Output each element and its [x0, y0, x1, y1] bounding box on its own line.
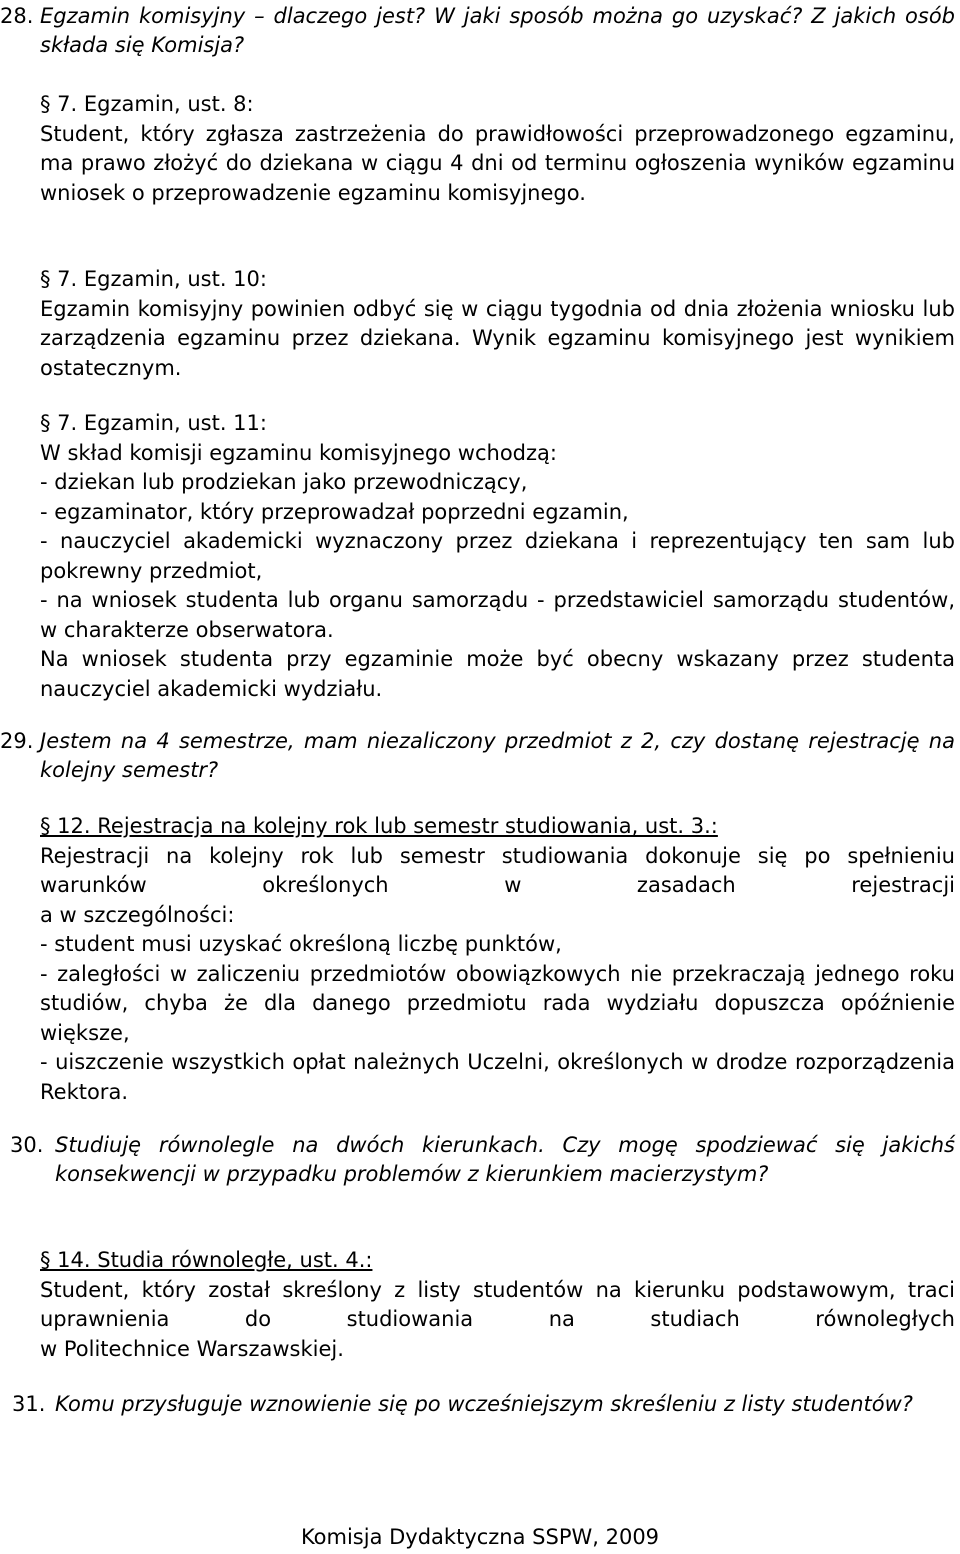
regulation-reference: § 7. Egzamin, ust. 8:	[40, 92, 254, 116]
question-30	[0, 1131, 955, 1189]
regulation-reference: § 12. Rejestracja na kolejny rok lub semestr studiowania, ust. 3.:	[40, 814, 718, 838]
regulation-excerpt	[40, 409, 955, 704]
question-number: 29.	[0, 729, 34, 753]
regulation-paragraph: Rejestracji na kolejny rok lub semestr studiowania dokonuje się po spełnieniu warunków określonych w zasadach rejestracji	[40, 843, 955, 897]
question-number: 30.	[10, 1133, 44, 1157]
question-text: Egzamin komisyjny – dlaczego jest? W jaki sposób można go uzyskać? Z jakich osób składa się Komisja?	[40, 4, 955, 57]
question-number: 31.	[12, 1392, 46, 1416]
regulation-excerpt	[40, 812, 955, 1107]
regulation-paragraph: Na wniosek studenta przy egzaminie może być obecny wskazany przez studenta nauczyciel akademicki wydziału.	[40, 647, 955, 701]
question-31	[0, 1390, 955, 1419]
question-text: Jestem na 4 semestrze, mam niezaliczony przedmiot z 2, czy dostanę rejestrację na kolejny semestr?	[40, 729, 955, 782]
list-item: - nauczyciel akademicki wyznaczony przez dziekana i reprezentujący ten sam lub pokrewny przedmiot,	[40, 529, 955, 583]
list-item: - zaległości w zaliczeniu przedmiotów obowiązkowych nie przekraczają jednego roku studiów, chyba że dla danego przedmiotu rada wydziału dopuszcza opóźnienie większe,	[40, 961, 955, 1045]
regulation-paragraph: Egzamin komisyjny powinien odbyć się w ciągu tygodnia od dnia złożenia wniosku lub zarządzenia egzaminu przez dziekana. Wynik egzaminu komisyjnego jest wynikiem ostatecznym.	[40, 296, 955, 380]
question-text: Komu przysługuje wznowienie się po wcześniejszym skreśleniu z listy studentów?	[55, 1392, 913, 1416]
regulation-paragraph: Student, który zgłasza zastrzeżenia do prawidłowości przeprowadzonego egzaminu, ma prawo złożyć do dziekana w ciągu 4 dni od terminu ogłoszenia wyników egzaminu wniosek o przeprowadzenie egzaminu komisyjnego.	[40, 121, 955, 205]
list-item: - student musi uzyskać określoną liczbę punktów,	[40, 932, 562, 956]
regulation-reference: § 14. Studia równoległe, ust. 4.:	[40, 1248, 373, 1272]
question-28	[0, 2, 955, 60]
regulation-paragraph: W skład komisji egzaminu komisyjnego wchodzą:	[40, 440, 557, 465]
regulation-paragraph: Student, który został skreślony z listy studentów na kierunku podstawowym, traci uprawnienia do studiowania na studiach równoległych	[40, 1277, 955, 1331]
regulation-paragraph: a w szczególności:	[40, 902, 235, 927]
regulation-reference: § 7. Egzamin, ust. 11:	[40, 411, 267, 435]
list-item: - uiszczenie wszystkich opłat należnych Uczelni, określonych w drodze rozporządzenia Rektora.	[40, 1050, 955, 1104]
question-text: Studiuję równolegle na dwóch kierunkach. Czy mogę spodziewać się jakichś konsekwencji w przypadku problemów z kierunkiem macierzystym?	[55, 1133, 955, 1186]
regulation-reference: § 7. Egzamin, ust. 10:	[40, 267, 267, 291]
regulation-excerpt	[40, 265, 955, 383]
page-footer: Komisja Dydaktyczna SSPW, 2009	[300, 1525, 660, 1549]
list-item: - dziekan lub prodziekan jako przewodniczący,	[40, 470, 528, 494]
question-number: 28.	[0, 4, 34, 28]
regulation-excerpt	[40, 90, 955, 208]
list-item: - egzaminator, który przeprowadzał poprzedni egzamin,	[40, 499, 629, 524]
regulation-paragraph: w Politechnice Warszawskiej.	[40, 1336, 344, 1361]
question-29	[0, 727, 955, 785]
regulation-excerpt	[40, 1246, 955, 1364]
list-item: - na wniosek studenta lub organu samorządu - przedstawiciel samorządu studentów, w charakterze obserwatora.	[40, 588, 955, 642]
